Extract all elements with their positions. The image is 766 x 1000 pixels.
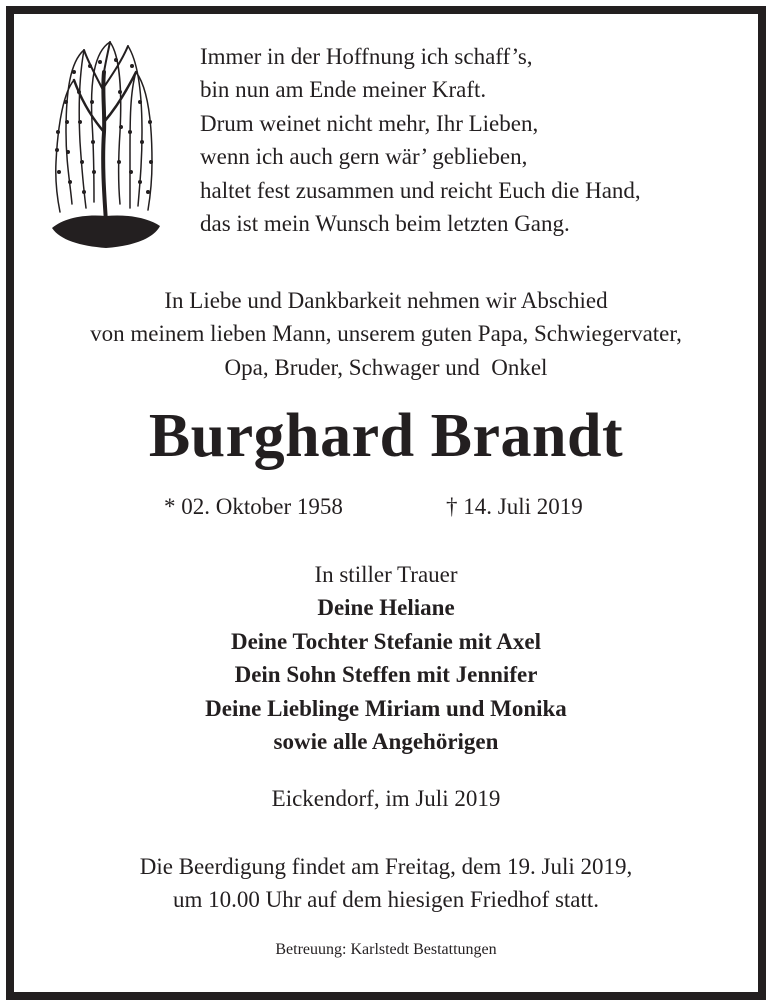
intro-line: von meinem lieben Mann, unserem guten Papa, Schwiegervater, xyxy=(90,321,682,347)
poem-line: haltet fest zusammen und reicht Euch die Hand, xyxy=(200,177,641,203)
funeral-home-credit: Betreuung: Karlstedt Bestattungen xyxy=(275,941,497,958)
poem-line: das ist mein Wunsch beim letzten Gang. xyxy=(200,211,570,237)
mourner-line: Deine Lieblinge Miriam und Monika xyxy=(205,695,567,721)
death-date: † 14. Juli 2019 xyxy=(446,494,583,519)
poem-line: bin nun am Ende meiner Kraft. xyxy=(200,77,487,103)
birth-date: * 02. Oktober 1958 xyxy=(164,494,343,519)
place-date: Eickendorf, im Juli 2019 xyxy=(271,786,501,811)
intro-line: Opa, Bruder, Schwager und Onkel xyxy=(224,354,548,380)
weeping-willow-icon xyxy=(44,32,164,252)
poem-line: Immer in der Hoffnung ich schaff’s, xyxy=(200,44,533,69)
mourner-line: sowie alle Angehörigen xyxy=(273,729,499,755)
poem-line: wenn ich auch gern wär’ geblieben, xyxy=(200,144,528,170)
intro-line: In Liebe und Dankbarkeit nehmen wir Abschied xyxy=(164,288,608,313)
obituary-notice xyxy=(6,6,766,1000)
mourners xyxy=(14,558,758,758)
farewell-intro xyxy=(14,284,758,384)
mourner-line: Dein Sohn Steffen mit Jennifer xyxy=(234,662,538,688)
mourner-line: Deine Heliane xyxy=(317,595,455,621)
funeral-info xyxy=(14,850,758,917)
funeral-line: Die Beerdigung findet am Freitag, dem 19. Juli 2019, xyxy=(139,854,633,879)
poem-line: Drum weinet nicht mehr, Ihr Lieben, xyxy=(200,110,539,136)
mourner-line: Deine Tochter Stefanie mit Axel xyxy=(230,628,542,654)
deceased-name: Burghard Brandt xyxy=(148,402,624,470)
poem xyxy=(200,40,740,240)
funeral-line: um 10.00 Uhr auf dem hiesigen Friedhof statt. xyxy=(172,887,600,913)
mourning-intro: In stiller Trauer xyxy=(314,562,458,587)
